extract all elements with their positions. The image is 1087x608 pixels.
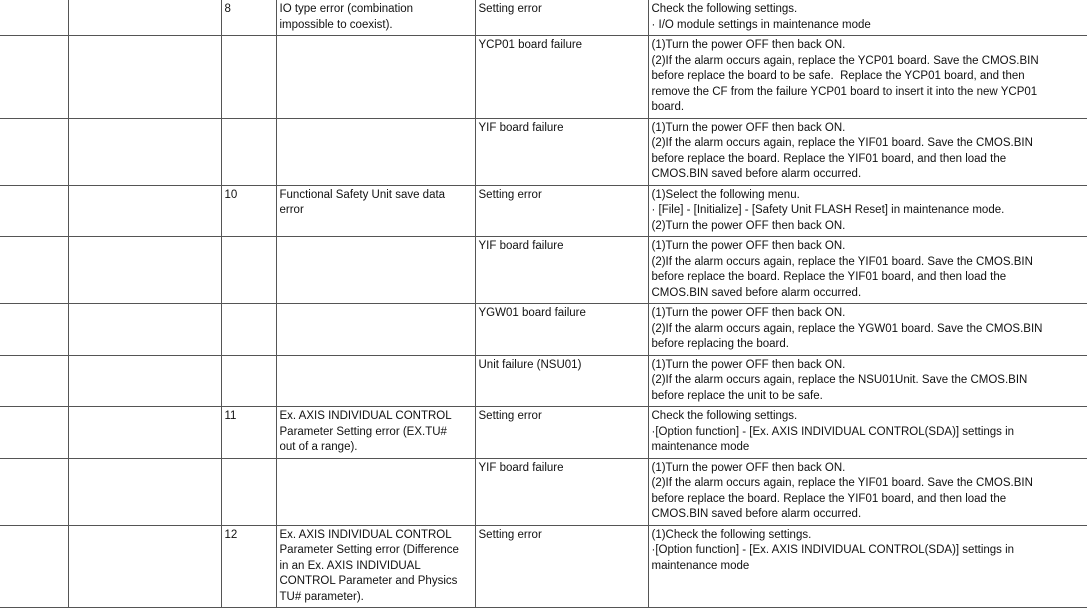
blank-cell [68, 355, 221, 407]
blank-cell [0, 304, 68, 356]
action-cell: (1)Turn the power OFF then back ON. (2)If the alarm occurs again, replace the YGW01 board. Save the CMOS.BIN before replacing the board. [648, 304, 1087, 356]
blank-cell [68, 407, 221, 459]
blank-cell [68, 185, 221, 237]
alarm-name-cell [276, 304, 475, 356]
alarm-name-cell [276, 237, 475, 304]
cause-cell: YIF board failure [475, 237, 648, 304]
cause-cell: Setting error [475, 407, 648, 459]
table-row [0, 185, 1087, 237]
alarm-name-cell [276, 118, 475, 185]
alarm-number-cell [221, 458, 276, 525]
blank-cell [68, 118, 221, 185]
blank-cell [0, 118, 68, 185]
alarm-number-cell: 8 [221, 0, 276, 36]
blank-cell [68, 458, 221, 525]
table-row [0, 237, 1087, 304]
blank-cell [0, 185, 68, 237]
alarm-name-cell [276, 458, 475, 525]
cause-cell: YIF board failure [475, 118, 648, 185]
alarm-name-cell [276, 355, 475, 407]
action-cell: (1)Select the following menu. · [File] - [Initialize] - [Safety Unit FLASH Reset] in maintenance mode. (2)Turn the power OFF then back ON. [648, 185, 1087, 237]
action-cell: (1)Turn the power OFF then back ON. (2)If the alarm occurs again, replace the NSU01Unit. Save the CMOS.BIN before replace the unit to be safe. [648, 355, 1087, 407]
alarm-number-cell: 12 [221, 525, 276, 608]
table-row [0, 0, 1087, 36]
alarm-name-cell: Functional Safety Unit save data error [276, 185, 475, 237]
action-cell: (1)Check the following settings. ·[Option function] - [Ex. AXIS INDIVIDUAL CONTROL(SDA)] settings in maintenance mode [648, 525, 1087, 608]
blank-cell [68, 525, 221, 608]
action-cell: Check the following settings. ·[Option function] - [Ex. AXIS INDIVIDUAL CONTROL(SDA)] settings in maintenance mode [648, 407, 1087, 459]
table-row [0, 407, 1087, 459]
table-row [0, 458, 1087, 525]
alarm-number-cell [221, 355, 276, 407]
cause-cell: YCP01 board failure [475, 36, 648, 119]
table-row [0, 36, 1087, 119]
action-cell: Check the following settings. · I/O module settings in maintenance mode [648, 0, 1087, 36]
alarm-number-cell [221, 304, 276, 356]
alarm-number-cell [221, 118, 276, 185]
blank-cell [68, 0, 221, 36]
action-cell: (1)Turn the power OFF then back ON. (2)If the alarm occurs again, replace the YIF01 board. Save the CMOS.BIN before replace the board. Replace the YIF01 board, and then load the CMOS.BIN saved before alarm occurred. [648, 237, 1087, 304]
cause-cell: Setting error [475, 0, 648, 36]
action-cell: (1)Turn the power OFF then back ON. (2)If the alarm occurs again, replace the YIF01 board. Save the CMOS.BIN before replace the board. Replace the YIF01 board, and then load the CMOS.BIN saved before alarm occurred. [648, 118, 1087, 185]
blank-cell [68, 237, 221, 304]
blank-cell [0, 237, 68, 304]
action-cell: (1)Turn the power OFF then back ON. (2)If the alarm occurs again, replace the YCP01 board. Save the CMOS.BIN before replace the board to be safe. Replace the YCP01 board, and then remove the CF from the failure YCP01 board to insert it into the new YCP01 board. [648, 36, 1087, 119]
alarm-name-cell: IO type error (combination impossible to coexist). [276, 0, 475, 36]
cause-cell: Setting error [475, 185, 648, 237]
blank-cell [68, 304, 221, 356]
blank-cell [0, 36, 68, 119]
blank-cell [68, 36, 221, 119]
alarm-number-cell [221, 36, 276, 119]
blank-cell [0, 0, 68, 36]
alarm-name-cell: Ex. AXIS INDIVIDUAL CONTROL Parameter Setting error (EX.TU# out of a range). [276, 407, 475, 459]
table-row [0, 355, 1087, 407]
cause-cell: Setting error [475, 525, 648, 608]
table-row [0, 118, 1087, 185]
alarm-number-cell: 11 [221, 407, 276, 459]
cause-cell: Unit failure (NSU01) [475, 355, 648, 407]
cause-cell: YGW01 board failure [475, 304, 648, 356]
cause-cell: YIF board failure [475, 458, 648, 525]
alarm-number-cell [221, 237, 276, 304]
alarm-number-cell: 10 [221, 185, 276, 237]
alarm-name-cell [276, 36, 475, 119]
action-cell: (1)Turn the power OFF then back ON. (2)If the alarm occurs again, replace the YIF01 board. Save the CMOS.BIN before replace the board. Replace the YIF01 board, and then load the CMOS.BIN saved before alarm occurred. [648, 458, 1087, 525]
blank-cell [0, 458, 68, 525]
alarm-name-cell: Ex. AXIS INDIVIDUAL CONTROL Parameter Setting error (Difference in an Ex. AXIS INDIVIDUAL CONTROL Parameter and Physics TU# parameter). [276, 525, 475, 608]
table-row [0, 304, 1087, 356]
blank-cell [0, 407, 68, 459]
blank-cell [0, 355, 68, 407]
blank-cell [0, 525, 68, 608]
table-row [0, 525, 1087, 608]
